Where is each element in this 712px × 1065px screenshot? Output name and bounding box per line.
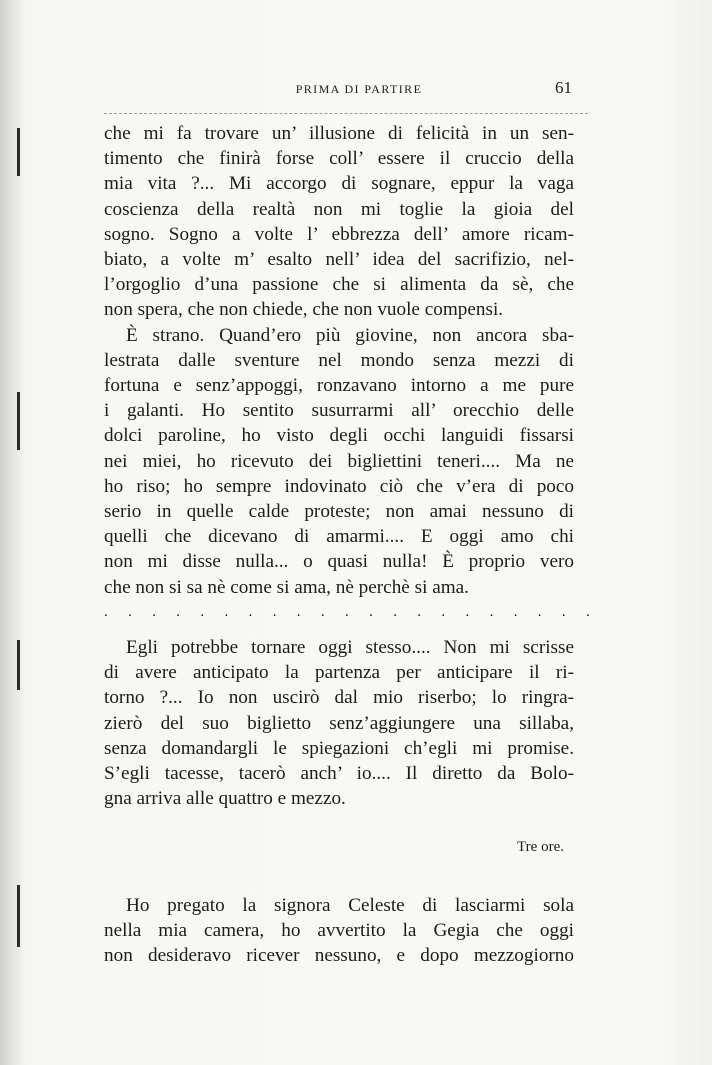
edge-mark — [17, 392, 20, 450]
separator-dots: . . . . . . . . . . . . . . . . . . . . . — [104, 603, 599, 620]
page-number: 61 — [555, 78, 572, 97]
time-note: Tre ore. — [517, 839, 564, 856]
edge-mark — [17, 128, 20, 176]
text-line: mia vita ?... Mi accorgo di sognare, eppur la vaga — [104, 173, 574, 195]
text-line: S’egli tacesse, tacerò anch’ io.... Il diretto da Bolo- — [104, 763, 574, 785]
text-line: nella mia camera, ho avvertito la Gegia che oggi — [104, 919, 574, 941]
text-line: non desideravo ricever nessuno, e dopo mezzogiorno — [104, 945, 574, 967]
text-line: torno ?... Io non uscirò dal mio riserbo; lo ringra- — [104, 687, 574, 709]
text-line: biato, a volte m’ esalto nell’ idea del sacrifizio, nel- — [104, 249, 574, 271]
text-line: senza domandargli le spiegazioni ch’egli mi promise. — [104, 737, 574, 759]
text-line: l’orgoglio d’una passione che si alimenta da sè, che — [104, 274, 574, 296]
header-rule — [104, 113, 588, 114]
text-line: quelli che dicevano di amarmi.... E oggi amo chi — [104, 526, 574, 548]
page-header — [104, 78, 574, 100]
edge-mark — [17, 885, 20, 947]
text-line: sogno. Sogno a volte l’ ebbrezza dell’ amore ricam- — [104, 223, 574, 245]
text-line: ho riso; ho sempre indovinato ciò che v’era di poco — [104, 475, 574, 497]
paragraph — [104, 121, 574, 323]
edge-mark — [17, 640, 20, 690]
text-line: non mi disse nulla... o quasi nulla! È proprio vero — [104, 551, 574, 573]
paragraph — [104, 893, 574, 969]
text-line: coscienza della realtà non mi toglie la gioia del — [104, 198, 574, 220]
spacer — [104, 625, 574, 635]
text-line: fortuna e senz’appoggi, ronzavano intorno a me pure — [104, 375, 574, 397]
text-line: che mi fa trovare un’ illusione di felicità in un sen- — [104, 123, 574, 144]
text-line: di avere anticipato la partenza per anticipare il ri- — [104, 662, 574, 684]
text-line: serio in quelle calde proteste; non amai nessuno di — [104, 501, 574, 523]
running-title: PRIMA DI PARTIRE — [295, 82, 423, 96]
text-line: È strano. Quand’ero più giovine, non ancora sba- — [126, 324, 574, 346]
text-line: gna arriva alle quattro e mezzo. — [104, 788, 346, 810]
text-line: Egli potrebbe tornare oggi stesso.... Non mi scrisse — [126, 637, 574, 659]
text-line: Ho pregato la signora Celeste di lasciarmi sola — [126, 894, 574, 916]
text-line: nei miei, ho ricevuto dei bigliettini teneri.... Ma ne — [104, 450, 574, 472]
binding-shadow — [0, 0, 24, 1065]
paragraph — [104, 635, 574, 811]
body-text — [104, 121, 599, 968]
text-line: che non si sa nè come si ama, nè perchè si ama. — [104, 576, 469, 598]
text-line: dolci paroline, ho visto degli occhi languidi fissarsi — [104, 425, 574, 447]
text-line: timento che finirà forse coll’ essere il cruccio della — [104, 148, 574, 170]
text-line: zierò del suo biglietto senz’aggiungere una sillaba, — [104, 712, 574, 734]
text-line: i galanti. Ho sentito susurrarmi all’ orecchio delle — [104, 400, 574, 422]
text-line: non spera, che non chiede, che non vuole compensi. — [104, 299, 504, 321]
paragraph — [104, 323, 574, 600]
text-line: lestrata dalle sventure nel mondo senza mezzi di — [104, 349, 574, 371]
